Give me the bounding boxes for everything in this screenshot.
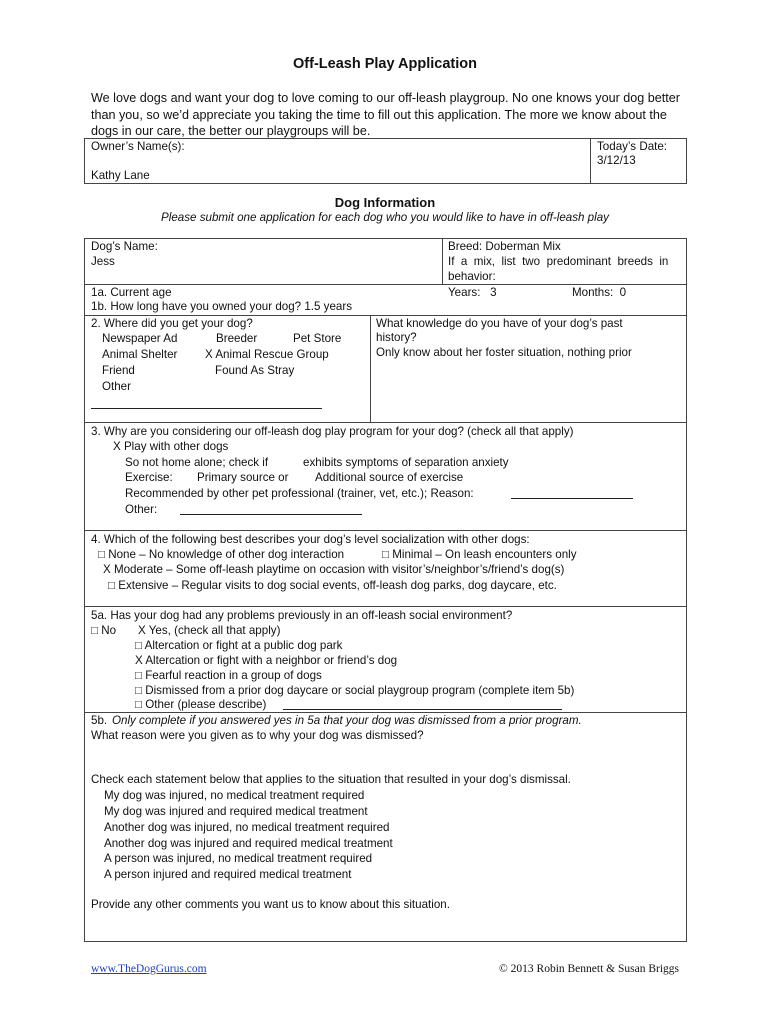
q2-option-rescue[interactable]: X Animal Rescue Group bbox=[205, 348, 329, 361]
dog-info-title: Dog Information bbox=[334, 195, 436, 210]
q3-exercise-primary[interactable]: Primary source or bbox=[197, 471, 289, 484]
q3-separation[interactable]: exhibits symptoms of separation anxiety bbox=[303, 456, 509, 469]
q3-other-line[interactable] bbox=[180, 503, 362, 515]
q5a-option-neighbor[interactable]: X Altercation or fight with a neighbor or friend’s dog bbox=[135, 654, 398, 667]
q5b-statement-3[interactable]: Another dog was injured, no medical treatment required bbox=[104, 821, 390, 834]
date-field[interactable]: 3/12/13 bbox=[597, 154, 636, 167]
page-title: Off-Leash Play Application bbox=[293, 56, 477, 72]
q3-recommended[interactable]: Recommended by other pet professional (trainer, vet, etc.); Reason: bbox=[125, 487, 474, 500]
q4-none[interactable]: □ None – No knowledge of other dog interaction bbox=[98, 548, 345, 561]
q5a-option-dismissed[interactable]: □ Dismissed from a prior dog daycare or social playgroup program (complete item 5b) bbox=[135, 684, 575, 697]
q3-exercise-additional[interactable]: Additional source of exercise bbox=[315, 471, 464, 484]
footer-copyright: © 2013 Robin Bennett & Susan Briggs bbox=[499, 963, 679, 975]
q5a-option-park[interactable]: □ Altercation or fight at a public dog park bbox=[135, 639, 343, 652]
q5b-question: What reason were you given as to why your dog was dismissed? bbox=[91, 729, 424, 742]
q5b-statement-6[interactable]: A person injured and required medical treatment bbox=[104, 868, 352, 881]
breed-note-2: behavior: bbox=[448, 270, 496, 283]
intro-paragraph: We love dogs and want your dog to love coming to our off-leash playgroup. No one knows your dog better than you, so we’d appreciate you taking the time to fill out this application. The more we know about the dogs in our care, the better our playgroups will be. bbox=[91, 91, 680, 138]
breed-field[interactable]: Breed: Doberman Mix bbox=[448, 240, 561, 253]
q2-option-shelter[interactable]: Animal Shelter bbox=[102, 348, 178, 361]
q5a-label: 5a. Has your dog had any problems previously in an off-leash social environment? bbox=[91, 609, 513, 622]
q2-option-stray[interactable]: Found As Stray bbox=[215, 364, 295, 377]
q4-minimal[interactable]: □ Minimal – On leash encounters only bbox=[382, 548, 577, 561]
q5b-statement-2[interactable]: My dog was injured and required medical treatment bbox=[104, 805, 368, 818]
age-months-field[interactable]: Months: 0 bbox=[572, 286, 627, 299]
q3-play[interactable]: X Play with other dogs bbox=[113, 440, 229, 453]
q3-other[interactable]: Other: bbox=[125, 503, 158, 516]
q5b-statement-1[interactable]: My dog was injured, no medical treatment required bbox=[104, 789, 365, 802]
q5a-no[interactable]: □ No bbox=[91, 624, 117, 637]
q5b-number: 5b. bbox=[91, 714, 108, 727]
footer-website-link[interactable]: www.TheDogGurus.com bbox=[91, 963, 207, 975]
q5a-option-other[interactable]: □ Other (please describe) bbox=[135, 698, 267, 711]
q2-option-other[interactable]: Other bbox=[102, 380, 131, 393]
owned-duration[interactable]: 1b. How long have you owned your dog? 1.5 years bbox=[91, 300, 353, 313]
q5a-option-fearful[interactable]: □ Fearful reaction in a group of dogs bbox=[135, 669, 322, 682]
q3-exercise-label: Exercise: bbox=[125, 471, 173, 484]
q5b-statement-4[interactable]: Another dog was injured and required medical treatment bbox=[104, 837, 393, 850]
history-answer[interactable]: Only know about her foster situation, nothing prior bbox=[376, 346, 632, 359]
q2-option-newspaper[interactable]: Newspaper Ad bbox=[102, 332, 178, 345]
q3-not-alone[interactable]: So not home alone; check if bbox=[125, 456, 269, 469]
q5a-other-line[interactable] bbox=[283, 698, 562, 710]
age-years-field[interactable]: Years: 3 bbox=[448, 286, 497, 299]
date-label: Today’s Date: bbox=[597, 140, 668, 153]
q2-option-petstore[interactable]: Pet Store bbox=[293, 332, 342, 345]
history-question: What knowledge do you have of your dog’s past bbox=[376, 317, 623, 330]
owner-name-field[interactable]: Kathy Lane bbox=[91, 169, 150, 182]
q3-reason-line[interactable] bbox=[511, 487, 633, 499]
q5b-check-intro: Check each statement below that applies to the situation that resulted in your dog’s dismissal. bbox=[91, 773, 571, 786]
q4-extensive[interactable]: □ Extensive – Regular visits to dog social events, off-leash dog parks, dog daycare, etc. bbox=[108, 579, 557, 592]
q2-other-line[interactable] bbox=[91, 397, 322, 409]
q2-label: 2. Where did you get your dog? bbox=[91, 317, 253, 330]
q4-moderate[interactable]: X Moderate – Some off-leash playtime on occasion with visitor’s/neighbor’s/friend’s dog(s) bbox=[103, 563, 565, 576]
q5a-yes[interactable]: X Yes, (check all that apply) bbox=[138, 624, 281, 637]
age-label: 1a. Current age bbox=[91, 286, 172, 299]
q5b-comments: Provide any other comments you want us to know about this situation. bbox=[91, 898, 450, 911]
dog-info-subtitle: Please submit one application for each dog who you would like to have in off-leash play bbox=[161, 211, 609, 224]
q2-option-friend[interactable]: Friend bbox=[102, 364, 135, 377]
history-question-2: history? bbox=[376, 331, 417, 344]
q3-label: 3. Why are you considering our off-leash dog play program for your dog? (check all that apply) bbox=[91, 425, 574, 438]
q4-label: 4. Which of the following best describes your dog’s level socialization with other dogs: bbox=[91, 533, 530, 546]
owner-name-label: Owner’s Name(s): bbox=[91, 140, 185, 153]
q5b-instruction: Only complete if you answered yes in 5a that your dog was dismissed from a prior program. bbox=[112, 714, 582, 727]
q2-option-breeder[interactable]: Breeder bbox=[216, 332, 258, 345]
q5b-statement-5[interactable]: A person was injured, no medical treatment required bbox=[104, 852, 373, 865]
dog-name-field[interactable]: Jess bbox=[91, 255, 115, 268]
dog-name-label: Dog’s Name: bbox=[91, 240, 158, 253]
breed-note: If a mix, list two predominant breeds in bbox=[448, 255, 669, 268]
